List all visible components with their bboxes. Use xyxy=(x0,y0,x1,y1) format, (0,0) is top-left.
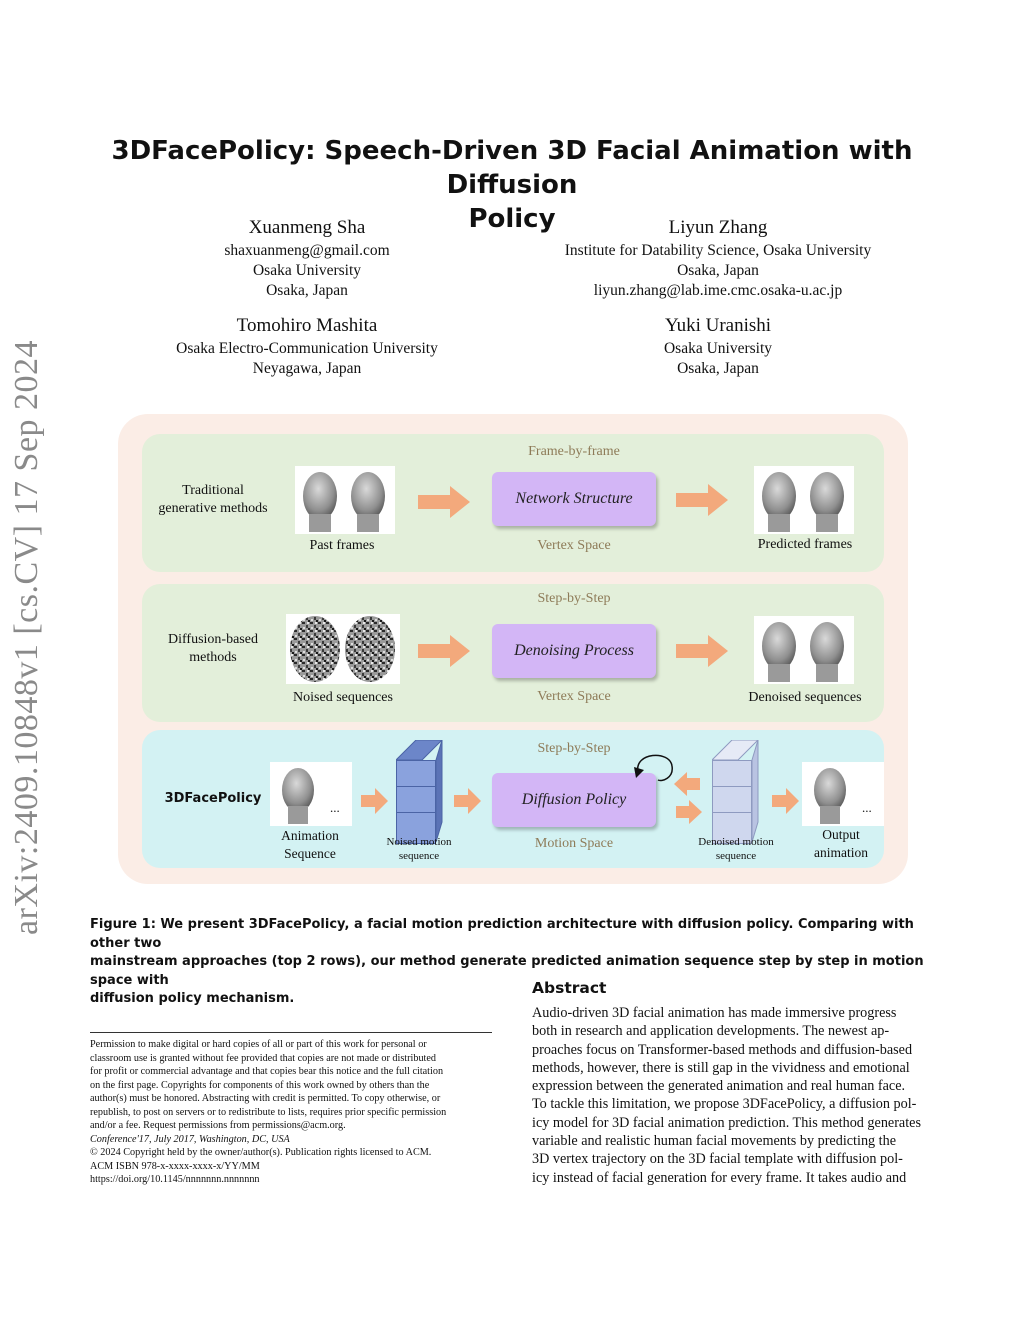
copyright-line: © 2024 Copyright held by the owner/author(s). Publication rights licensed to ACM. xyxy=(90,1147,432,1158)
denoised-caption: Denoised motion sequence xyxy=(698,836,774,862)
face-mesh-icon xyxy=(754,616,854,684)
face-mesh-icon xyxy=(754,466,854,534)
arrow-left-icon xyxy=(674,772,700,796)
ellipsis: ... xyxy=(330,800,340,815)
space-label: Motion Space xyxy=(534,836,614,851)
arrow-right-icon xyxy=(676,800,702,824)
author-block: Liyun Zhang Institute for Datability Science, Osaka University Osaka, Japan liyun.zhang@lab.ime.cmc.osaka-u.ac.jp xyxy=(564,217,872,299)
face-mesh-icon xyxy=(802,762,884,826)
noised-caption: Noised motion sequence xyxy=(386,836,452,862)
row-label: Diffusion-based methods xyxy=(168,632,258,665)
denoising-process-box: Denoising Process xyxy=(492,624,656,678)
row-top-label: Step-by-Step xyxy=(537,741,611,756)
input-caption: Noised sequences xyxy=(293,690,393,705)
output-caption: Predicted frames xyxy=(757,537,853,552)
arrow-right-icon xyxy=(418,486,472,518)
figure-caption: Figure 1: We present 3DFacePolicy, a facial motion prediction architecture with diffusion policy. Comparing with other two mainstream approaches (top 2 rows), our method generate predicted animation sequence step by step in motion space with diffusion policy mechanism. xyxy=(90,917,924,1006)
ellipsis: ... xyxy=(862,800,872,815)
figure-1 xyxy=(118,414,908,884)
author-block: Xuanmeng Sha shaxuanmeng@gmail.com Osaka University Osaka, Japan xyxy=(224,217,390,299)
row-label: Traditional generative methods xyxy=(158,483,268,516)
arrow-right-icon xyxy=(418,635,472,667)
network-structure-box: Network Structure xyxy=(492,472,656,526)
noise-pattern-icon xyxy=(286,614,400,684)
output-caption: Denoised sequences xyxy=(748,690,862,705)
footnote-rule xyxy=(90,1032,492,1033)
face-mesh-icon xyxy=(295,466,395,534)
abstract-heading: Abstract xyxy=(532,979,607,997)
arrow-right-icon xyxy=(454,788,482,814)
author-block: Tomohiro Mashita Osaka Electro-Communication University Neyagawa, Japan xyxy=(176,315,438,377)
author-block: Yuki Uranishi Osaka University Osaka, Japan xyxy=(663,315,773,377)
paper-title: 3DFacePolicy: Speech-Driven 3D Facial Animation with Diffusion Policy xyxy=(111,136,913,234)
permission-notice: Permission to make digital or hard copies of all or part of this work for personal or classroom use is granted without fee provided that copies are not made or distributed for profit or commercial advantage and that copies bear this notice and the full citation on the first page. Copyrights for components of this work owned by others than the author(s) must be honored. Abstracting with credit is permitted. To copy otherwise, or republish, to post on servers or to redistribute to lists, requires prior specific permission and/or a fee. Request permissions from permissions@acm.org. Conference'17, July 2017, Washington, DC, USA © 2024 Copyright held by the owner/author(s). Publication rights licensed to ACM. ACM ISBN 978-x-xxxx-xxxx-x/YY/MM https://doi.org/10.1145/nnnnnnn.nnnnnnn xyxy=(90,1038,494,1187)
stack-3d-edge xyxy=(712,740,760,844)
space-label: Vertex Space xyxy=(537,689,611,704)
arrow-right-icon xyxy=(676,635,730,667)
row-label: 3DFacePolicy xyxy=(164,791,262,806)
arxiv-identifier: arXiv:2409.10848v1 [cs.CV] 17 Sep 2024 xyxy=(8,339,45,935)
arrow-right-icon xyxy=(361,788,389,814)
stack-3d-edge xyxy=(396,740,444,844)
arrow-right-icon xyxy=(676,484,730,516)
input-caption: Animation Sequence xyxy=(281,828,339,861)
isbn-line: ACM ISBN 978-x-xxxx-xxxx-x/YY/MM xyxy=(90,1160,260,1172)
space-label: Vertex Space xyxy=(537,538,611,553)
row-top-label: Frame-by-frame xyxy=(528,444,620,459)
arrow-right-icon xyxy=(772,788,800,814)
conference-line: Conference'17, July 2017, Washington, DC, USA xyxy=(90,1133,290,1145)
row-top-label: Step-by-Step xyxy=(537,591,611,606)
input-caption: Past frames xyxy=(309,538,375,553)
doi-link[interactable]: https://doi.org/10.1145/nnnnnnn.nnnnnnn xyxy=(90,1174,260,1185)
loop-arrow-icon xyxy=(630,750,680,784)
face-mesh-icon xyxy=(270,762,352,826)
diffusion-policy-box: Diffusion Policy xyxy=(492,773,656,827)
output-caption: Output animation xyxy=(814,827,868,860)
abstract-body: Audio-driven 3D facial animation has made immersive progress both in research and application developments. The newest ap- proaches focus on Transformer-based methods and diffusion-based methods, however, there is still gap in the vividness and emotional expression between the generated animation and real human face. To tackle this limitation, we propose 3DFacePolicy, a diffusion pol- icy model for 3D facial animation prediction. This method generates variable and realistic human facial movements by predicting the 3D vertex trajectory on the 3D facial template with diffusion pol- icy instead of facial generation for every frame. It takes audio and xyxy=(532,1005,921,1186)
